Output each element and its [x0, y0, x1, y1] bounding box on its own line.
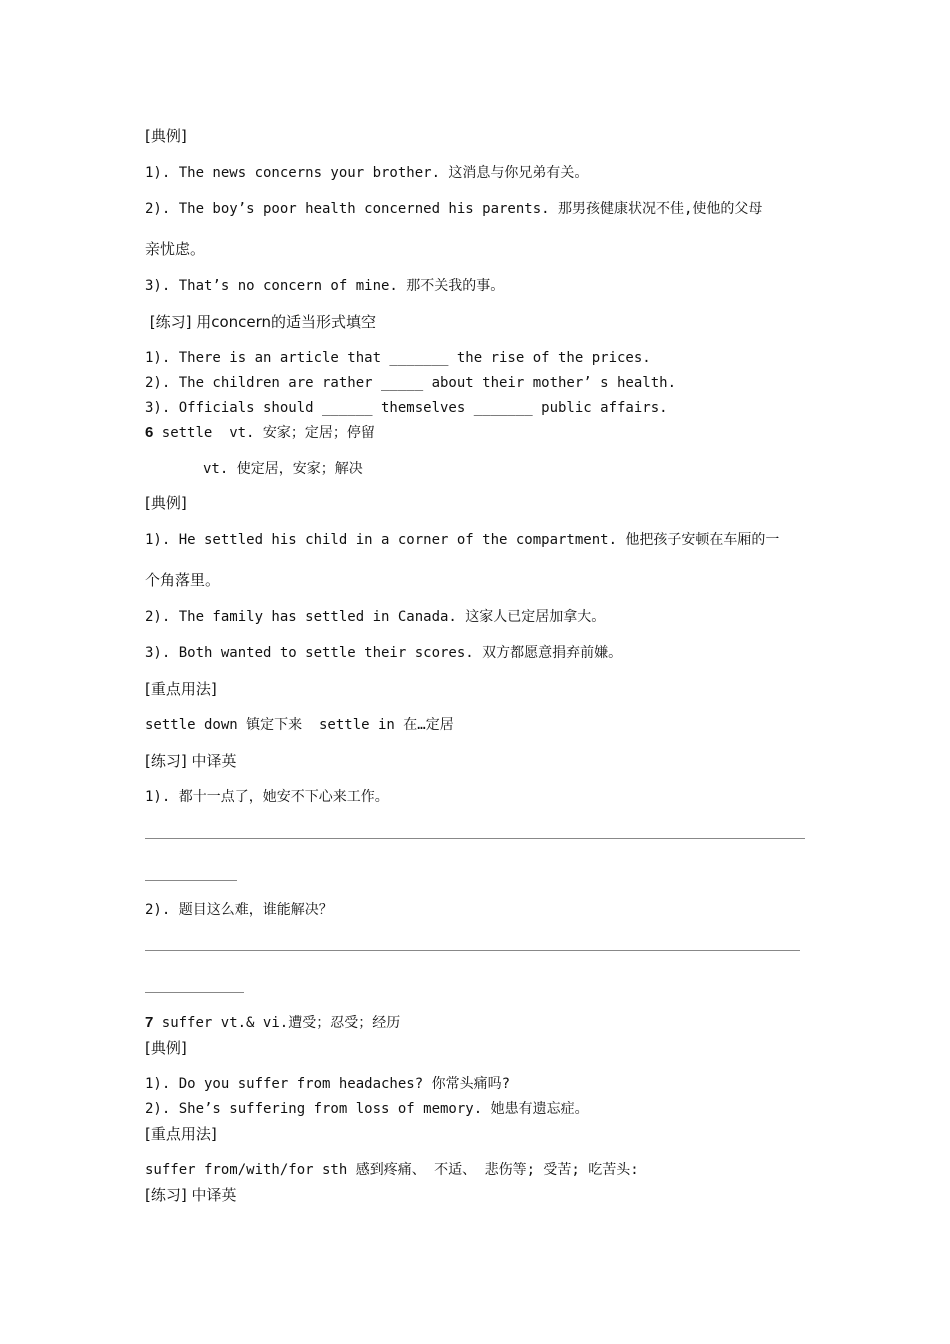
answer-line	[145, 880, 237, 881]
example-sentence-continued: 亲忧虑。	[145, 240, 206, 258]
example-sentence-continued: 个角落里。	[145, 571, 221, 589]
exercise-heading: [练习] 中译英	[145, 1186, 237, 1204]
example-sentence: 3). That’s no concern of mine. 那不关我的事。	[145, 278, 505, 294]
usage-heading: [重点用法]	[145, 680, 217, 698]
answer-line	[145, 838, 805, 839]
entry-number: 6	[145, 424, 154, 441]
example-sentence: 3). Both wanted to settle their scores. 双方都愿意捐弃前嫌。	[145, 645, 623, 661]
exercise-item: 2). 题目这么难，谁能解决？	[145, 902, 333, 918]
exercise-item: 1). There is an article that _______ the rise of the prices.	[145, 350, 651, 366]
entry-number: 7	[145, 1014, 154, 1031]
vocab-entry-settle	[145, 424, 375, 442]
vocab-entry-suffer	[145, 1014, 400, 1032]
usage-heading: [重点用法]	[145, 1125, 217, 1143]
example-heading: [典例]	[145, 1039, 187, 1057]
example-sentence: 2). She’s suffering from loss of memory. 她患有遗忘症。	[145, 1101, 589, 1117]
exercise-heading: [练习] 用concern的适当形式填空	[145, 313, 377, 331]
entry-definition: suffer vt.& vi.遭受；忍受；经历	[153, 1015, 401, 1031]
usage-line: settle down 镇定下来 settle in 在…定居	[145, 717, 454, 733]
exercise-heading: [练习] 中译英	[145, 752, 237, 770]
entry-definition: settle vt. 安家；定居；停留	[153, 425, 375, 441]
usage-line: suffer from/with/for sth 感到疼痛、 不适、 悲伤等; 受苦; 吃苦头:	[145, 1162, 639, 1178]
entry-definition-sub: vt. 使定居，安家；解决	[203, 461, 363, 477]
answer-line	[145, 950, 800, 951]
exercise-item: 1). 都十一点了，她安不下心来工作。	[145, 789, 389, 805]
example-heading: [典例]	[145, 127, 187, 145]
example-sentence: 2). The family has settled in Canada. 这家人已定居加拿大。	[145, 609, 606, 625]
exercise-item: 2). The children are rather _____ about their mother’ s health.	[145, 375, 677, 391]
example-sentence: 1). He settled his child in a corner of the compartment. 他把孩子安顿在车厢的一	[145, 532, 780, 548]
example-heading: [典例]	[145, 494, 187, 512]
example-sentence: 1). Do you suffer from headaches? 你常头痛吗?	[145, 1076, 511, 1092]
exercise-item: 3). Officials should ______ themselves _______ public affairs.	[145, 400, 668, 416]
example-sentence: 2). The boy’s poor health concerned his parents. 那男孩健康状况不佳,使他的父母	[145, 201, 763, 217]
answer-line	[145, 992, 244, 993]
example-sentence: 1). The news concerns your brother. 这消息与你兄弟有关。	[145, 165, 589, 181]
